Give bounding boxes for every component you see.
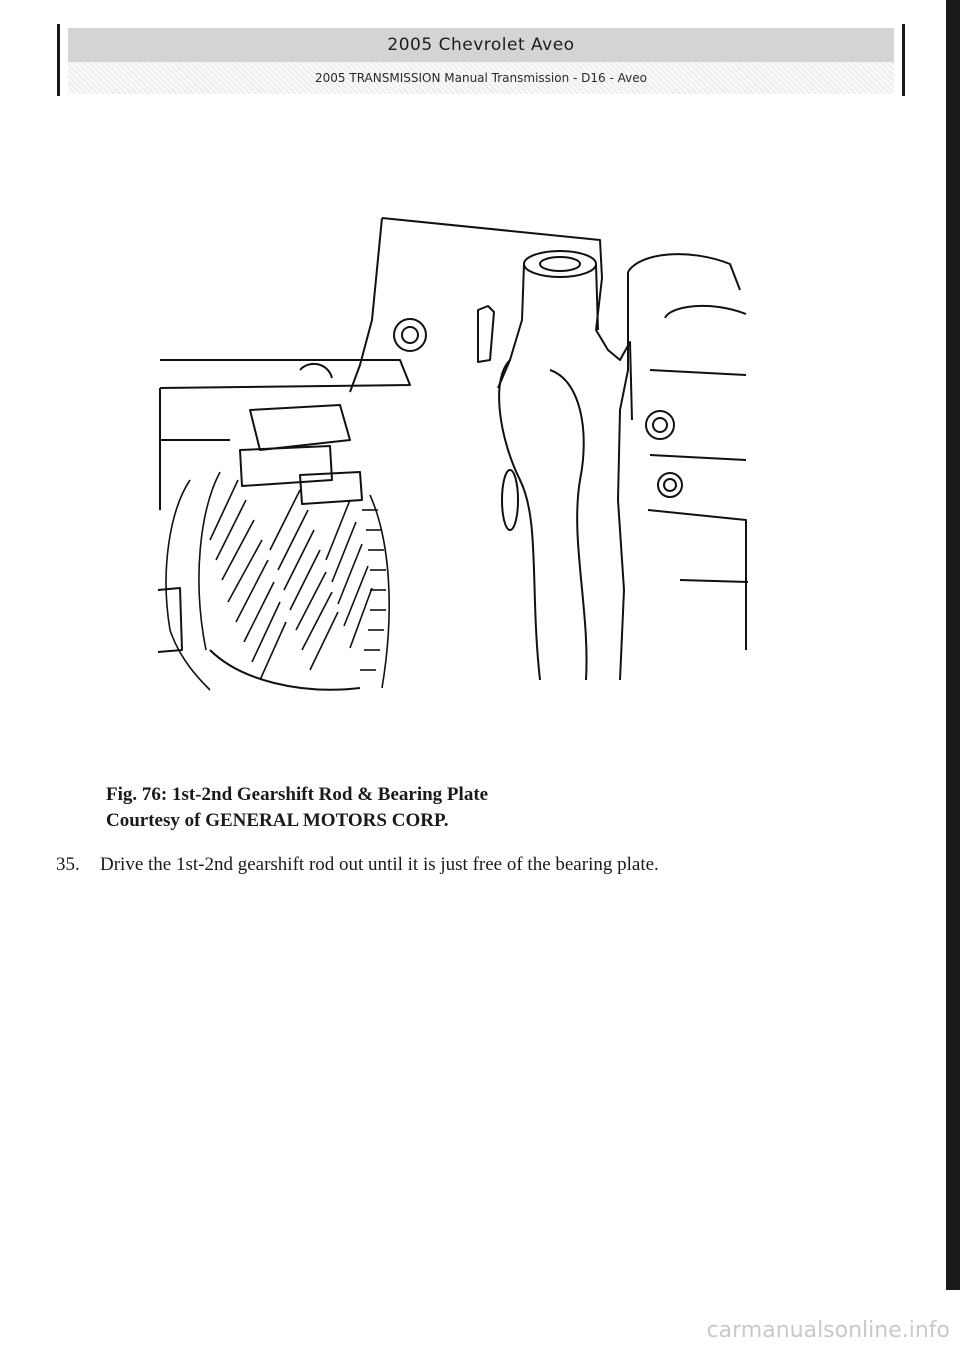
gear-ring <box>360 495 389 688</box>
shift-fork <box>250 405 350 450</box>
gearshift-rod-illustration <box>150 210 750 700</box>
bolt-head <box>394 319 426 351</box>
gear-teeth <box>166 472 372 690</box>
housing-outline <box>382 218 632 420</box>
figure-caption-title: Fig. 76: 1st-2nd Gearshift Rod & Bearing Plate <box>106 784 489 805</box>
filler-boss <box>524 251 596 277</box>
step-text: Drive the 1st-2nd gearshift rod out until it is just free of the bearing plate. <box>100 854 659 875</box>
step-number: 35. <box>56 854 80 875</box>
bolt-head <box>646 411 674 439</box>
figure-caption <box>106 782 488 834</box>
page-header <box>57 24 905 96</box>
bolt-head <box>658 473 682 497</box>
procedure-step <box>56 852 916 878</box>
gearshift-rod <box>160 360 410 388</box>
figure-caption-credit: Courtesy of GENERAL MOTORS CORP. <box>106 810 449 831</box>
page-edge-bar <box>946 0 960 1290</box>
header-title-bar <box>68 28 894 62</box>
watermark: carmanualsonline.info <box>706 1318 950 1343</box>
header-title: 2005 Chevrolet Aveo <box>387 35 575 55</box>
header-subtitle: 2005 TRANSMISSION Manual Transmission - D16 - Aveo <box>315 71 647 85</box>
header-subtitle-bar <box>68 62 894 94</box>
